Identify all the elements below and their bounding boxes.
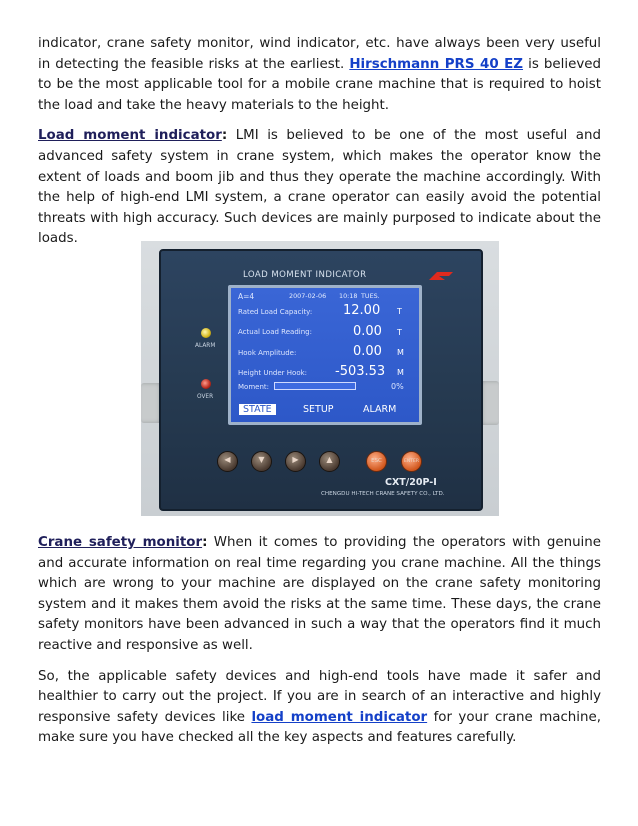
up-button[interactable] — [319, 451, 340, 472]
hook-amplitude-value: 0.00 — [353, 344, 382, 359]
crane-monitor-text: When it comes to providing the operators with genuine and accurate information on real time regarding you crane machine. All the things which are wrong to your machine are displayed on the crane safety monitoring system and it makes them avoid the risks at the same time. These days, the crane safety monitors have been advanced in such a way that the operators find it much reactive and responsive as well. — [38, 535, 601, 653]
height-under-hook-label: Height Under Hook: — [238, 369, 308, 377]
intro-text-end: is believed to be the most applicable tool for a mobile crane machine that is required to hoist the load and take the heavy materials to the height. — [38, 56, 601, 113]
date-readout: 2007-02-06 — [289, 292, 327, 300]
height-under-hook-value: -503.53 — [335, 364, 386, 379]
tab-alarm[interactable]: ALARM — [363, 404, 397, 415]
lcd-screen — [228, 285, 422, 425]
actual-load-unit: T — [397, 328, 402, 337]
crane-monitor-colon: : — [202, 535, 208, 550]
moment-value: 0% — [391, 382, 404, 391]
actual-load-value: 0.00 — [353, 324, 382, 339]
hook-amplitude-unit: M — [397, 348, 404, 357]
rated-load-unit: T — [397, 307, 402, 316]
time-readout: 10:18 — [339, 292, 358, 300]
tab-state[interactable]: STATE — [239, 404, 276, 415]
left-arrow-icon: ◀ — [224, 455, 231, 464]
document-body — [38, 34, 601, 260]
alarm-lamp-icon — [201, 328, 211, 338]
esc-button[interactable] — [366, 451, 387, 472]
up-arrow-icon: ▲ — [326, 455, 333, 464]
day-readout: TUES. — [361, 292, 380, 300]
intro-paragraph — [38, 34, 601, 116]
device-title: LOAD MOMENT INDICATOR — [243, 270, 367, 280]
over-lamp-icon — [201, 379, 211, 389]
rated-load-label: Rated Load Capacity: — [238, 308, 313, 316]
model-number: CXT/20P-I — [385, 477, 437, 488]
lmi-text: LMI is believed to be one of the most useful and advanced safety system in crane system, which makes the operator know the extent of loads and boom jib and thus they operate the machine accordingly. With the help of high-end LMI system, a crane operator can easily avoid the potential threats with high accuracy. Such devices are mainly purposed to indicate about the loads. — [38, 128, 601, 247]
crane-monitor-paragraph — [38, 533, 601, 657]
enter-label: ENTER — [404, 459, 419, 464]
tab-setup[interactable]: SETUP — [303, 404, 334, 415]
manufacturer-name: CHENGDU HI-TECH CRANE SAFETY CO., LTD. — [321, 491, 445, 497]
alarm-label: ALARM — [195, 343, 216, 349]
height-under-hook-unit: M — [397, 368, 404, 377]
right-arrow-icon: ▶ — [292, 455, 299, 464]
enter-button[interactable] — [401, 451, 422, 472]
hirschmann-link[interactable]: Hirschmann PRS 40 EZ — [349, 56, 524, 72]
intro-text-start: indicator, crane safety monitor, wind indicator, etc. have always been very useful in detecting the feasible risks at the earliest. — [38, 36, 601, 72]
down-arrow-icon: ▼ — [258, 455, 265, 464]
right-button[interactable] — [285, 451, 306, 472]
rated-load-value: 12.00 — [343, 303, 381, 318]
document-body-lower — [38, 533, 601, 759]
lmi-heading: Load moment indicator — [38, 128, 222, 144]
esc-label: ESC — [371, 458, 382, 464]
over-label: OVER — [197, 394, 214, 400]
lmi-colon: : — [221, 128, 228, 144]
moment-label: Moment: — [238, 383, 269, 391]
actual-load-label: Actual Load Reading: — [238, 328, 312, 336]
conclusion-text-start: So, the applicable safety devices and high-end tools have made it safer and healthier to carry out the project. If you are in search of an interactive and highly responsive safety devices like — [38, 668, 601, 725]
conclusion-text-end: for your crane machine, make sure you have checked all the key aspects and features carefully. — [38, 709, 601, 746]
device-housing — [159, 249, 483, 511]
lmi-paragraph — [38, 126, 601, 250]
mode-readout: A=4 — [238, 292, 255, 301]
lmi-device-image — [141, 241, 499, 516]
conclusion-paragraph — [38, 667, 601, 749]
screen-tabs — [231, 402, 419, 418]
brand-logo-icon — [427, 270, 455, 282]
left-button[interactable] — [217, 451, 238, 472]
crane-monitor-heading: Crane safety monitor — [38, 535, 203, 550]
hook-amplitude-label: Hook Amplitude: — [238, 349, 297, 357]
moment-bar — [274, 382, 356, 390]
lmi-link[interactable]: load moment indicator — [251, 709, 428, 725]
down-button[interactable] — [251, 451, 272, 472]
